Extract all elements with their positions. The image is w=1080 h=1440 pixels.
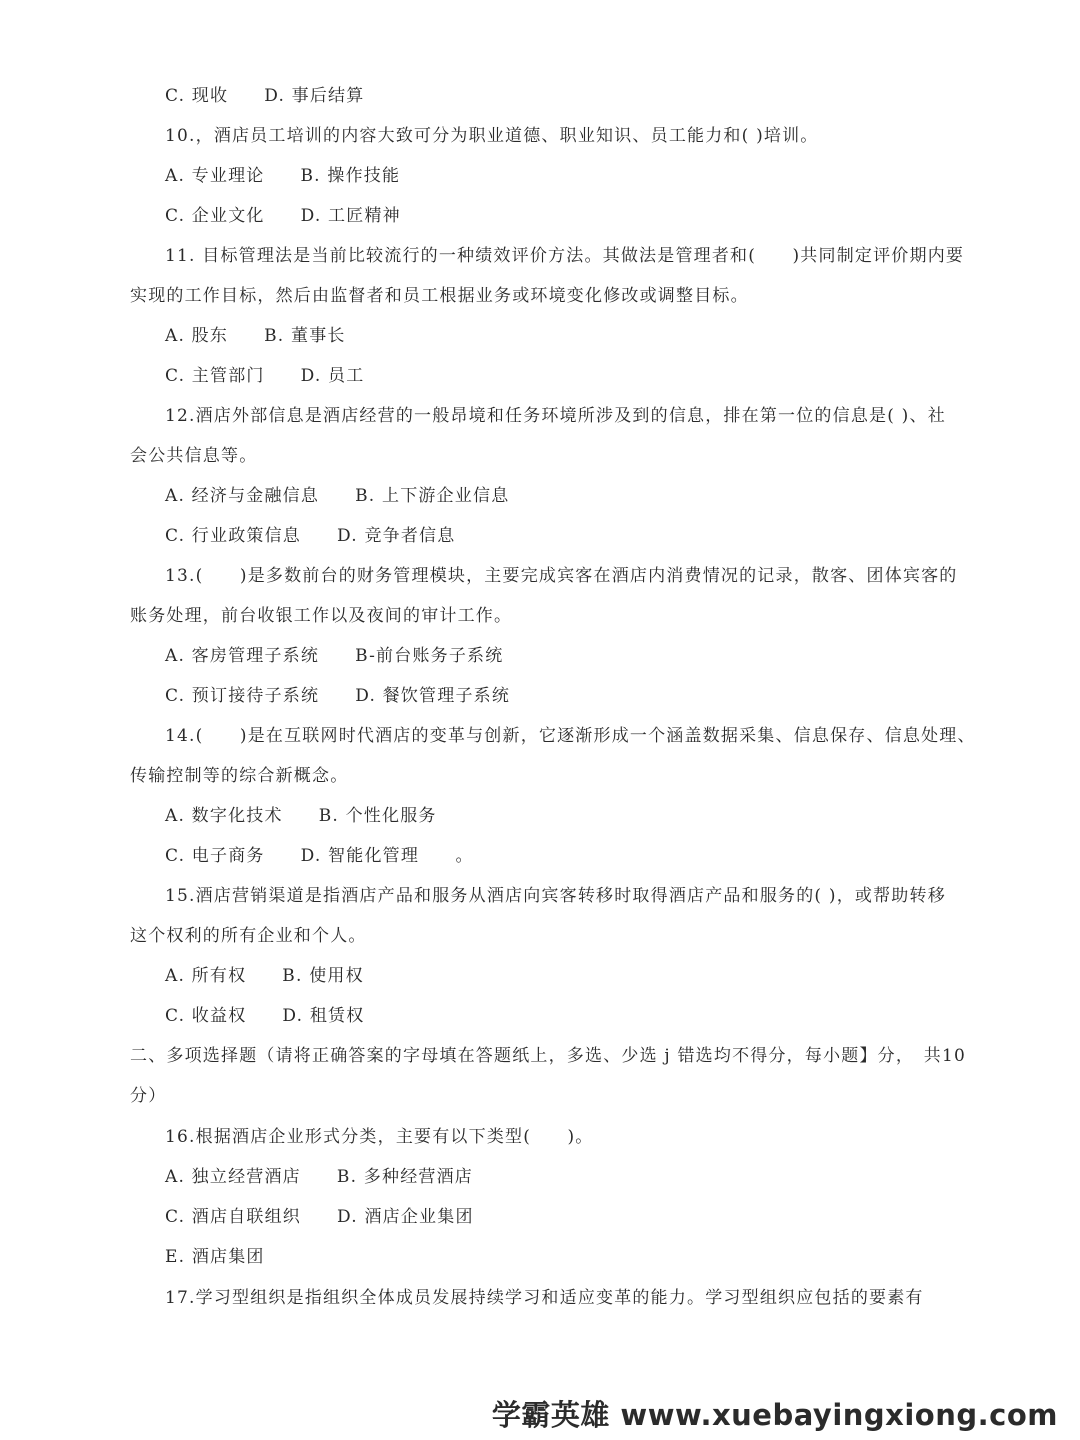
option-a: A. 独立经营酒店 (165, 1167, 301, 1187)
q13-options-row-1 (165, 645, 995, 667)
option-e: E. 酒店集团 (165, 1247, 265, 1267)
question-12-line-2: 会公共信息等。 (130, 446, 258, 466)
section-2-heading-line-2: 分） (130, 1086, 167, 1106)
option-b: B-前台账务子系统 (355, 646, 504, 666)
q16-options-row-3 (165, 1246, 995, 1268)
option-d: D. 员工 (300, 366, 365, 386)
option-d: D. 事后结算 (264, 86, 365, 106)
q10-options-row-1 (165, 165, 995, 187)
q12-options-row-1 (165, 485, 995, 507)
question-14-line-2: 传输控制等的综合新概念。 (130, 766, 349, 786)
option-c: C. 收益权 (165, 1006, 247, 1026)
option-a: A. 客房管理子系统 (165, 646, 320, 666)
question-17-line-1: 17.学习型组织是指组织全体成员发展持续学习和适应变革的能力。学习型组织应包括的要素有 (165, 1288, 924, 1308)
q14-options-row-2 (165, 845, 995, 867)
option-c: C. 主管部门 (165, 366, 265, 386)
q16-options-row-1 (165, 1166, 995, 1188)
q16-options-row-2 (165, 1206, 995, 1228)
q10-options-row-2 (165, 205, 995, 227)
option-b: B. 操作技能 (300, 166, 401, 186)
option-a: A. 数字化技术 (165, 806, 283, 826)
option-b: B. 上下游企业信息 (355, 486, 510, 506)
question-11-line-1: 11. 目标管理法是当前比较流行的一种绩效评价方法。其做法是管理者和( )共同制定评价期内要 (165, 246, 965, 266)
option-c: C. 行业政策信息 (165, 526, 302, 546)
question-11-line-2: 实现的工作目标，然后由监督者和员工根据业务或环境变化修改或调整目标。 (130, 286, 749, 306)
option-c: C. 现收 (165, 86, 229, 106)
question-13-line-1: 13.( )是多数前台的财务管理模块，主要完成宾客在酒店内消费情况的记录，散客、团体宾客的 (165, 566, 958, 586)
q11-options-row-1 (165, 325, 995, 347)
option-a: A. 股东 (165, 326, 229, 346)
option-d: D. 酒店企业集团 (337, 1207, 474, 1227)
option-c: C. 酒店自联组织 (165, 1207, 302, 1227)
option-d: D. 智能化管理 。 (300, 846, 474, 866)
question-15-line-2: 这个权利的所有企业和个人。 (130, 926, 367, 946)
q15-options-row-1 (165, 965, 995, 987)
q14-options-row-1 (165, 805, 995, 827)
q12-options-row-2 (165, 525, 995, 547)
section-2-heading-line-1: 二、多项选择题（请将正确答案的字母填在答题纸上，多选、少选 j 错选均不得分，每小题】分， 共10 (130, 1046, 967, 1066)
q15-options-row-2 (165, 1005, 995, 1027)
question-16: 16.根据酒店企业形式分类，主要有以下类型( )。 (165, 1127, 594, 1147)
question-15-line-1: 15.酒店营销渠道是指酒店产品和服务从酒店向宾客转移时取得酒店产品和服务的( )，或帮助转移 (165, 886, 946, 906)
option-d: D. 租赁权 (282, 1006, 365, 1026)
option-c: C. 企业文化 (165, 206, 265, 226)
q11-options-row-2 (165, 365, 995, 387)
q13-options-row-2 (165, 685, 995, 707)
option-b: B. 多种经营酒店 (336, 1167, 473, 1187)
option-d: D. 工匠精神 (300, 206, 401, 226)
question-14-line-1: 14.( )是在互联网时代酒店的变革与创新，它逐渐形成一个涵盖数据采集、信息保存、信息处理、 (165, 726, 976, 746)
question-13-line-2: 账务处理，前台收银工作以及夜间的审计工作。 (130, 606, 513, 626)
option-a: A. 经济与金融信息 (165, 486, 320, 506)
option-a: A. 所有权 (165, 966, 247, 986)
option-a: A. 专业理论 (165, 166, 265, 186)
option-d: D. 餐饮管理子系统 (355, 686, 511, 706)
question-10: 10.，酒店员工培训的内容大致可分为职业道德、职业知识、员工能力和( )培训。 (165, 126, 819, 146)
q9-options-row (165, 85, 995, 107)
option-c: C. 电子商务 (165, 846, 265, 866)
option-b: B. 使用权 (282, 966, 364, 986)
option-b: B. 董事长 (264, 326, 346, 346)
option-c: C. 预订接待子系统 (165, 686, 320, 706)
question-12-line-1: 12.酒店外部信息是酒店经营的一般昂境和任务环境所涉及到的信息，排在第一位的信息是( )、社 (165, 406, 946, 426)
option-d: D. 竞争者信息 (337, 526, 456, 546)
option-b: B. 个性化服务 (318, 806, 437, 826)
footer-watermark: 学霸英雄 www.xuebayingxiong.com (491, 1398, 1058, 1432)
